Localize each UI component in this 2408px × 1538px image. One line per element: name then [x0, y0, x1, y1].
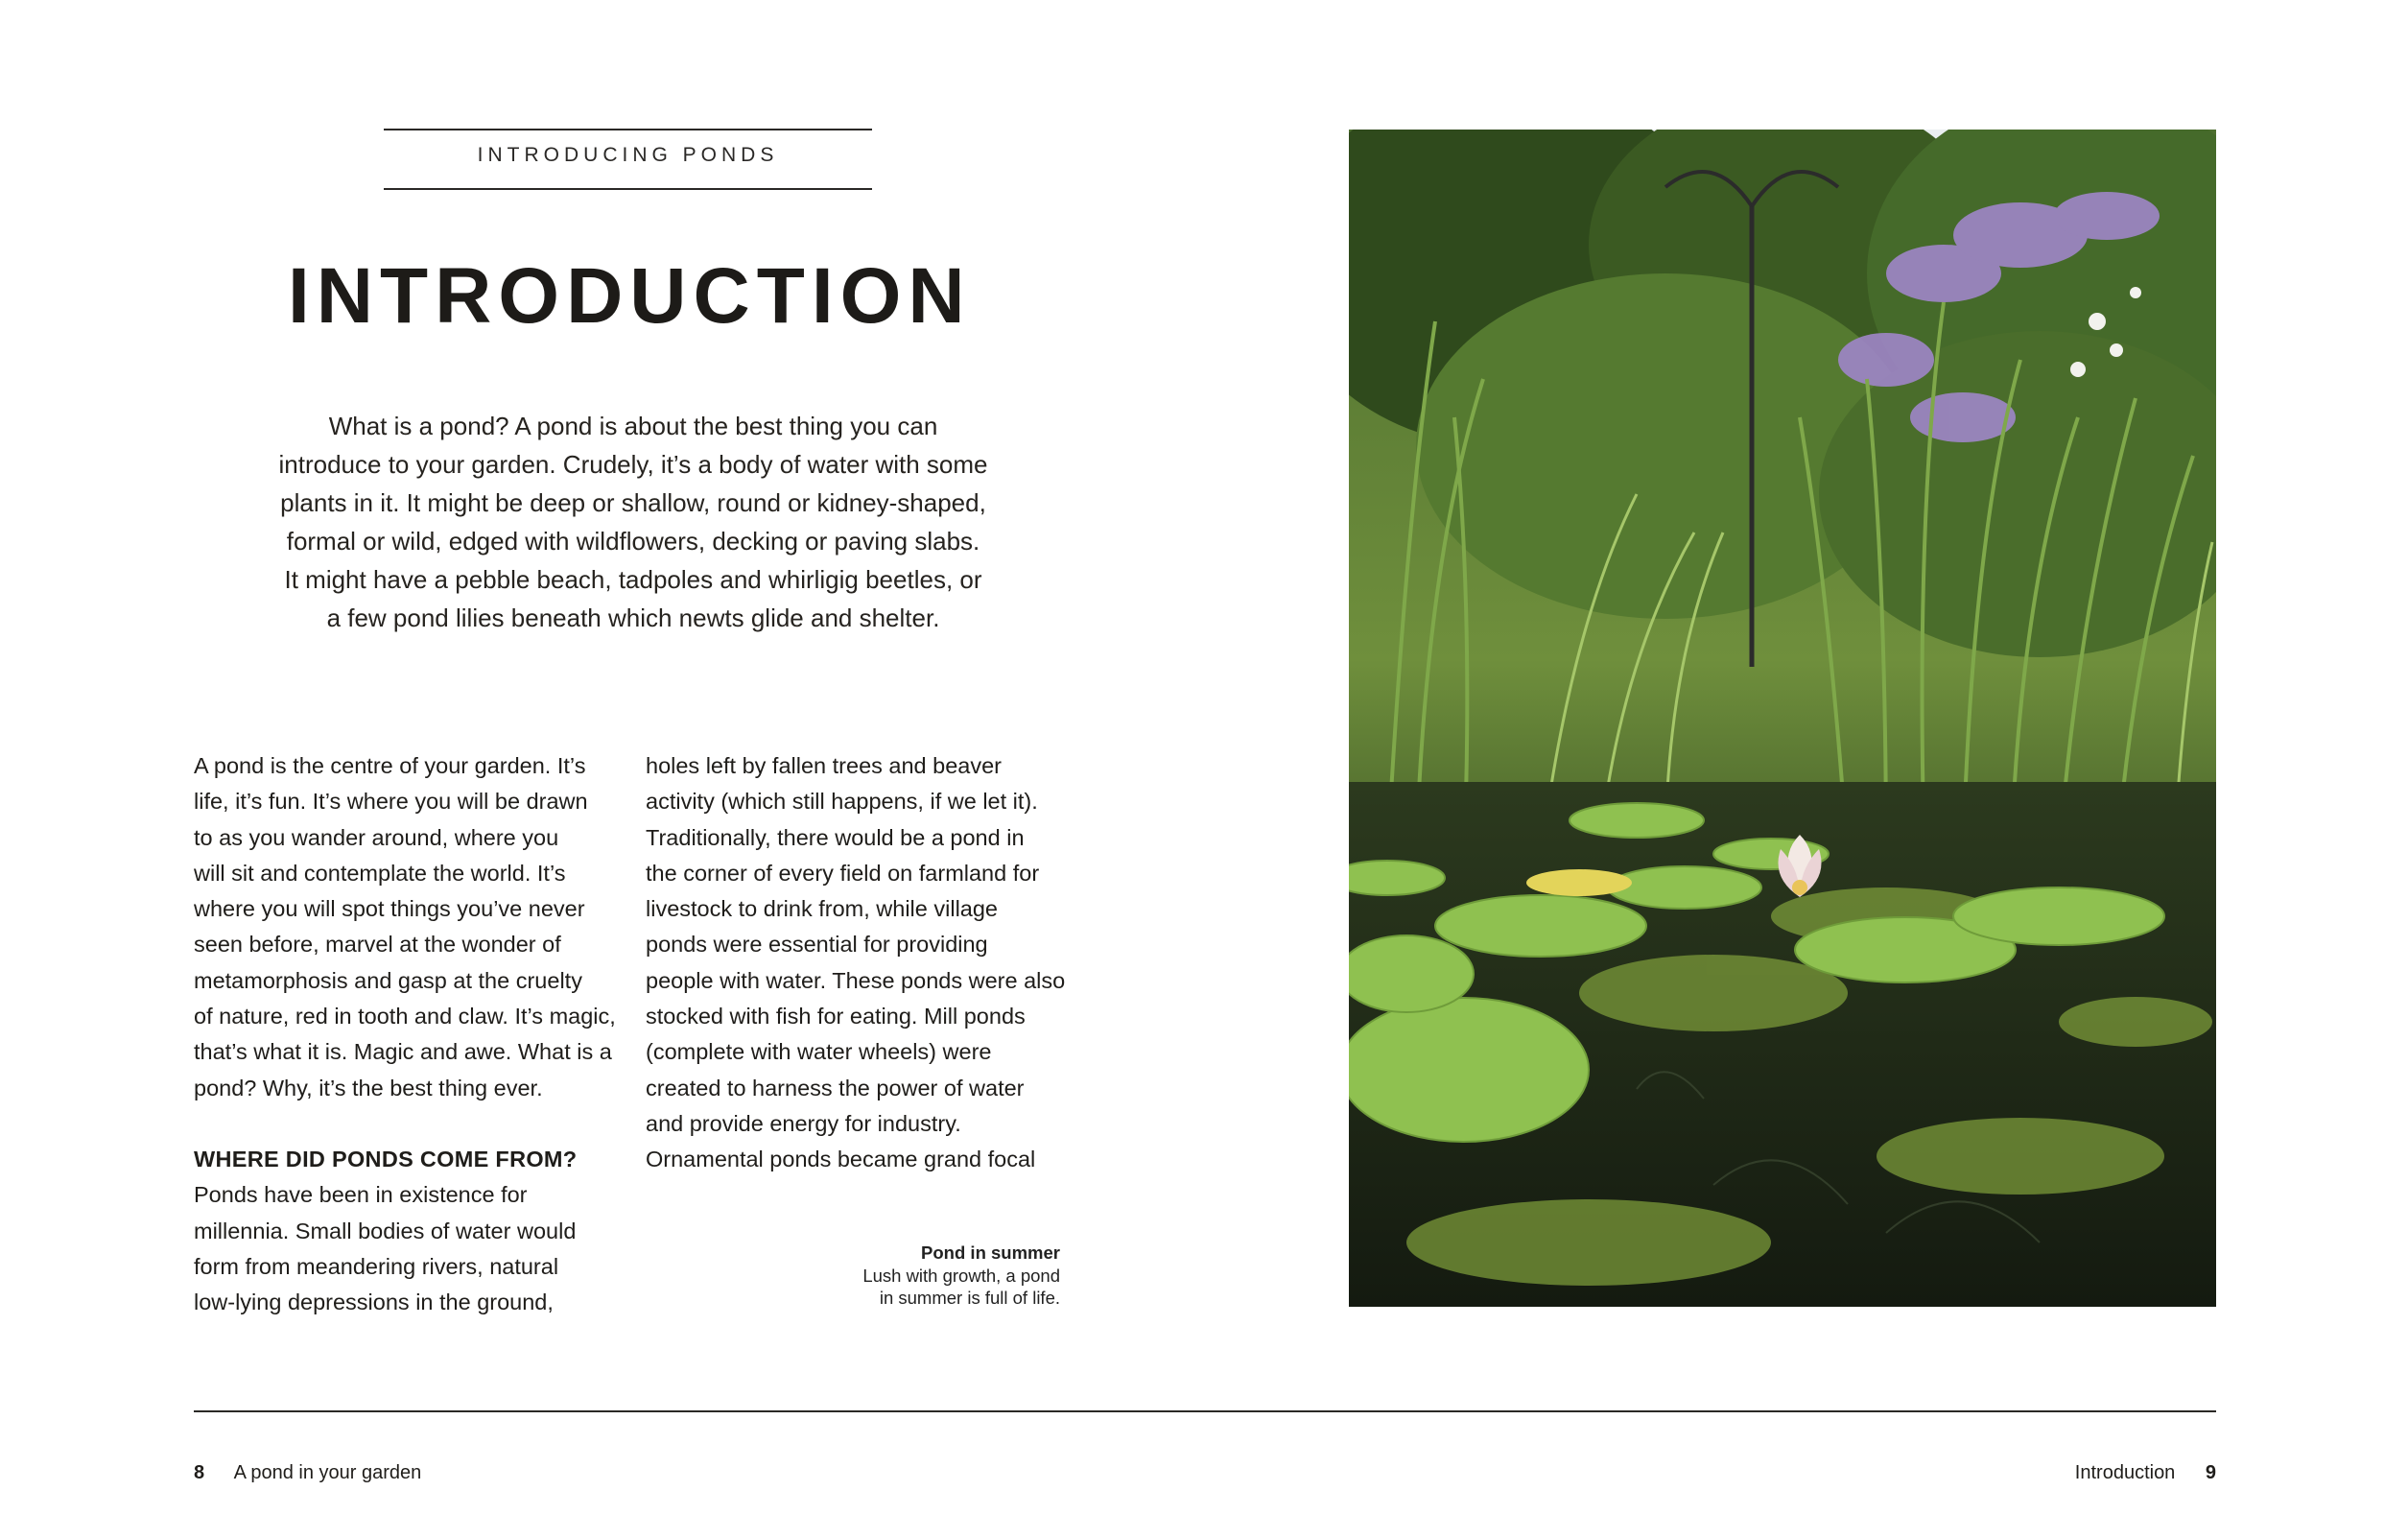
pond-illustration	[1349, 130, 2216, 1307]
body-line: Traditionally, there would be a pond in	[646, 824, 1025, 850]
paragraph-gap	[194, 1106, 645, 1142]
section-label: INTRODUCING PONDS	[477, 144, 779, 166]
section-rule-bottom	[384, 188, 872, 190]
body-line: holes left by fallen trees and beaver	[646, 753, 1003, 778]
body-line: pond? Why, it’s the best thing ever.	[194, 1075, 543, 1100]
body-column-left	[194, 748, 645, 1320]
caption-title: Pond in summer	[921, 1242, 1060, 1263]
body-line: to as you wander around, where you	[194, 824, 559, 850]
body-line: created to harness the power of water	[646, 1075, 1025, 1100]
body-line: stocked with fish for eating. Mill ponds	[646, 1004, 1026, 1029]
body-line: seen before, marvel at the wonder of	[194, 932, 561, 958]
subheading: WHERE DID PONDS COME FROM?	[194, 1146, 578, 1171]
body-line: that’s what it is. Magic and awe. What is a	[194, 1039, 612, 1065]
pond-photo	[1349, 130, 2216, 1307]
running-title-left: A pond in your garden	[233, 1462, 422, 1483]
footer-right	[2075, 1462, 2216, 1484]
body-line: metamorphosis and gasp at the cruelty	[194, 967, 582, 993]
body-line: Ponds have been in existence for	[194, 1182, 528, 1208]
footer-rule	[194, 1410, 2216, 1412]
lede-paragraph: What is a pond? A pond is about the best thing you can introduce to your garden. Crudely, it’s a body of water with some plants in it. It might be deep or shallow, round or kidney-shaped, formal or wild, edged with wildflowers, decking or paving slabs. It might have a pebble beach, tadpoles and whirligig beetles, or a few pond lilies beneath which newts glide and shelter.	[278, 412, 988, 632]
running-title-right: Introduction	[2074, 1462, 2176, 1483]
body-line: ponds were essential for providing	[646, 932, 988, 958]
photo-caption	[767, 1242, 1060, 1310]
page-title: INTRODUCTION	[288, 252, 972, 340]
body-line: Ornamental ponds became grand focal	[646, 1147, 1036, 1172]
body-line: of nature, red in tooth and claw. It’s magic,	[194, 1004, 616, 1029]
body-line: activity (which still happens, if we let it).	[646, 789, 1038, 815]
body-line: livestock to drink from, while village	[646, 896, 998, 922]
body-line: life, it’s fun. It’s where you will be drawn	[194, 789, 588, 815]
section-rule-top	[384, 129, 872, 130]
body-line: A pond is the centre of your garden. It’s	[194, 753, 586, 778]
page-number-right: 9	[2205, 1462, 2216, 1483]
body-line: where you will spot things you’ve never	[194, 896, 585, 922]
caption-line: Lush with growth, a pond	[862, 1265, 1060, 1286]
footer-left	[194, 1462, 421, 1484]
body-line: millennia. Small bodies of water would	[194, 1218, 577, 1243]
body-line: people with water. These ponds were also	[646, 967, 1066, 993]
body-line: (complete with water wheels) were	[646, 1039, 992, 1065]
body-line: will sit and contemplate the world. It’s	[194, 860, 566, 886]
page-number-left: 8	[194, 1462, 205, 1483]
body-line: the corner of every field on farmland for	[646, 860, 1040, 886]
caption-line: in summer is full of life.	[879, 1288, 1060, 1308]
body-line: low-lying depressions in the ground,	[194, 1290, 554, 1315]
body-line: and provide energy for industry.	[646, 1110, 961, 1136]
body-line: form from meandering rivers, natural	[194, 1253, 559, 1279]
body-column-right	[646, 748, 1077, 1178]
